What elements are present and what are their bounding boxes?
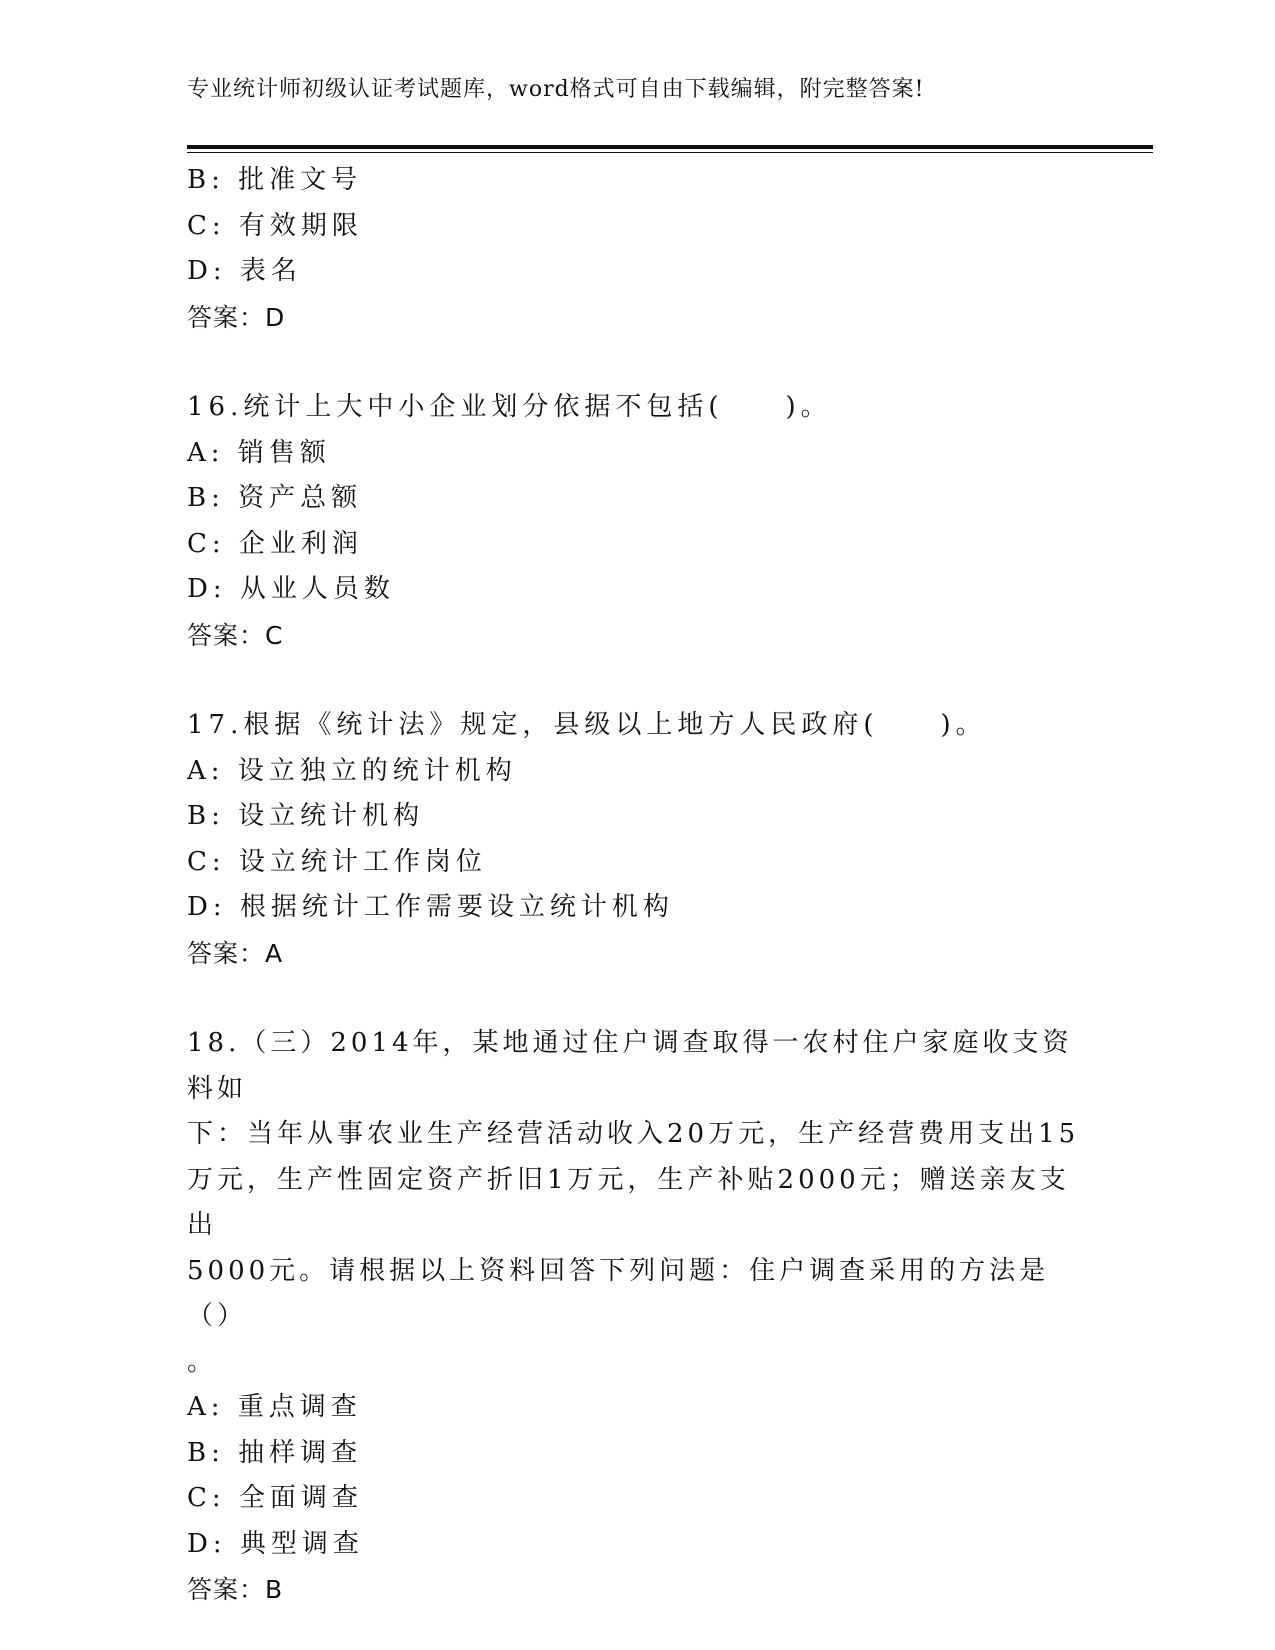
spacer <box>187 340 1087 385</box>
option-d: D: 表名 <box>187 256 302 286</box>
header-rule-thin <box>187 152 1153 153</box>
option-d: D: 从业人员数 <box>187 574 395 604</box>
page-header: 专业统计师初级认证考试题库，word格式可自由下载编辑，附完整答案! <box>187 77 925 102</box>
question-17 <box>187 703 1087 976</box>
option-a: A: 设立独立的统计机构 <box>187 755 517 786</box>
question-stem-line: 。 <box>187 1346 218 1377</box>
question-18 <box>187 1021 1087 1613</box>
question-list <box>187 158 1087 1613</box>
question-16 <box>187 385 1087 658</box>
answer-label: 答案：D <box>187 302 286 332</box>
question-stem-line: 万元，生产性固定资产折旧1万元，生产补贴2000元；赠送亲友支出 <box>187 1164 1070 1240</box>
question-stem-line: 下：当年从事农业生产经营活动收入20万元，生产经营费用支出15 <box>187 1119 1080 1149</box>
option-c: C: 设立统计工作岗位 <box>187 846 487 877</box>
answer-label: 答案：C <box>187 620 284 650</box>
question-stem-line: 18.（三）2014年，某地通过住户调查取得一农村住户家庭收支资料如 <box>187 1028 1073 1104</box>
spacer <box>187 658 1087 703</box>
option-a: A: 重点调查 <box>187 1392 362 1422</box>
spacer <box>187 976 1087 1021</box>
answer-label: 答案：B <box>187 1575 284 1604</box>
option-d: D: 根据统计工作需要设立统计机构 <box>187 892 674 922</box>
question-15-tail <box>187 158 1087 340</box>
option-a: A: 销售额 <box>187 437 331 468</box>
option-b: B: 批准文号 <box>187 165 363 195</box>
option-c: C: 有效期限 <box>187 210 363 241</box>
answer-label: 答案：A <box>187 938 284 968</box>
option-b: B: 抽样调查 <box>187 1437 363 1468</box>
question-stem-line: 5000元。请根据以上资料回答下列问题：住户调查采用的方法是（） <box>187 1255 1050 1331</box>
option-c: C: 全面调查 <box>187 1483 363 1513</box>
option-b: B: 资产总额 <box>187 483 363 513</box>
option-c: C: 企业利润 <box>187 528 363 559</box>
header-rule-thick <box>187 145 1153 149</box>
question-stem: 16.统计上大中小企业划分依据不包括( )。 <box>187 392 832 422</box>
question-stem: 17.根据《统计法》规定，县级以上地方人民政府( )。 <box>187 710 987 740</box>
option-d: D: 典型调查 <box>187 1528 364 1559</box>
option-b: B: 设立统计机构 <box>187 801 425 831</box>
